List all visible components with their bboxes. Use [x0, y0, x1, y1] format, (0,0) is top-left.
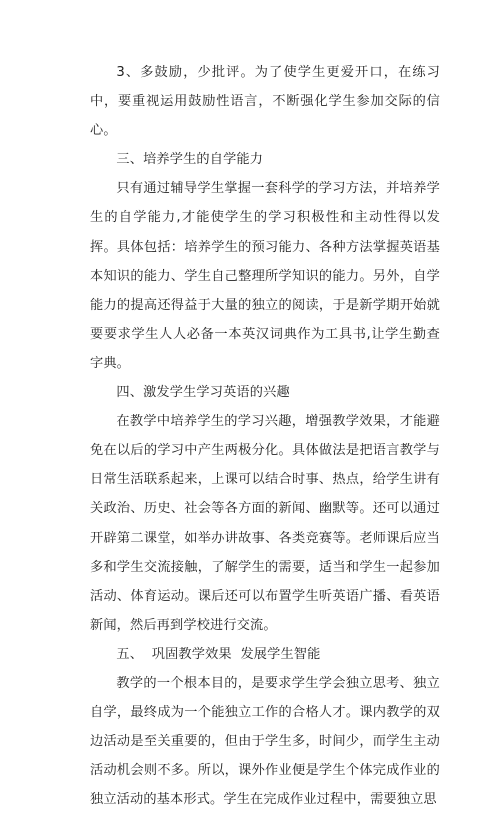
document-body — [90, 58, 440, 814]
section-heading-interest: 四、激发学生学习英语的兴趣 — [116, 385, 290, 401]
paragraph-self-study: 只有通过辅导学生掌握一套科学的学习方法，并培养学生的自学能力,才能使学生的学习积极性和主动性得以发挥。具体包括：培养学生的预习能力、各种方法掌握英语基本知识的能力、学生自己整理所学知识的能力。另外，自学能力的提高还得益于大量的独立的阅读，于是新学期开始就要要求学生人人必备一本英汉词典作为工具书,让学生勤查字典。 — [90, 181, 440, 371]
paragraph-consolidate: 教学的一个根本目的，是要求学生学会独立思考、独立自学，最终成为一个能独立工作的合格人才。课内教学的双边活动是至关重要的，但由于学生多，时间少，而学生主动活动机会则不多。所以，课外作业便是学生个体完成作业的独立活动的基本形式。学生在完成作业过程中，需要独立思 — [90, 675, 440, 808]
paragraph-interest: 在教学中培养学生的学习兴趣，增强教学效果，才能避免在以后的学习中产生两极分化。具体做法是把语言教学与日常生活联系起来，上课可以结合时事、热点，给学生讲有关政治、历史、社会等各方面的新闻、幽默等。还可以通过开辟第二课堂，如举办讲故事、各类竞赛等。老师课后应当多和学生交流接触，了解学生的需要，适当和学生一起参加活动、体育运动。课后还可以布置学生听英语广播、看英语新闻，然后再到学校进行交流。 — [90, 414, 440, 633]
paragraph-encouragement: 3、多鼓励，少批评。为了使学生更爱开口，在练习中，要重视运用鼓励性语言，不断强化学生参加交际的信心。 — [90, 65, 440, 139]
section-heading-consolidate: 五、 巩固教学效果 发展学生智能 — [116, 646, 321, 662]
section-heading-self-study: 三、培养学生的自学能力 — [116, 152, 264, 168]
